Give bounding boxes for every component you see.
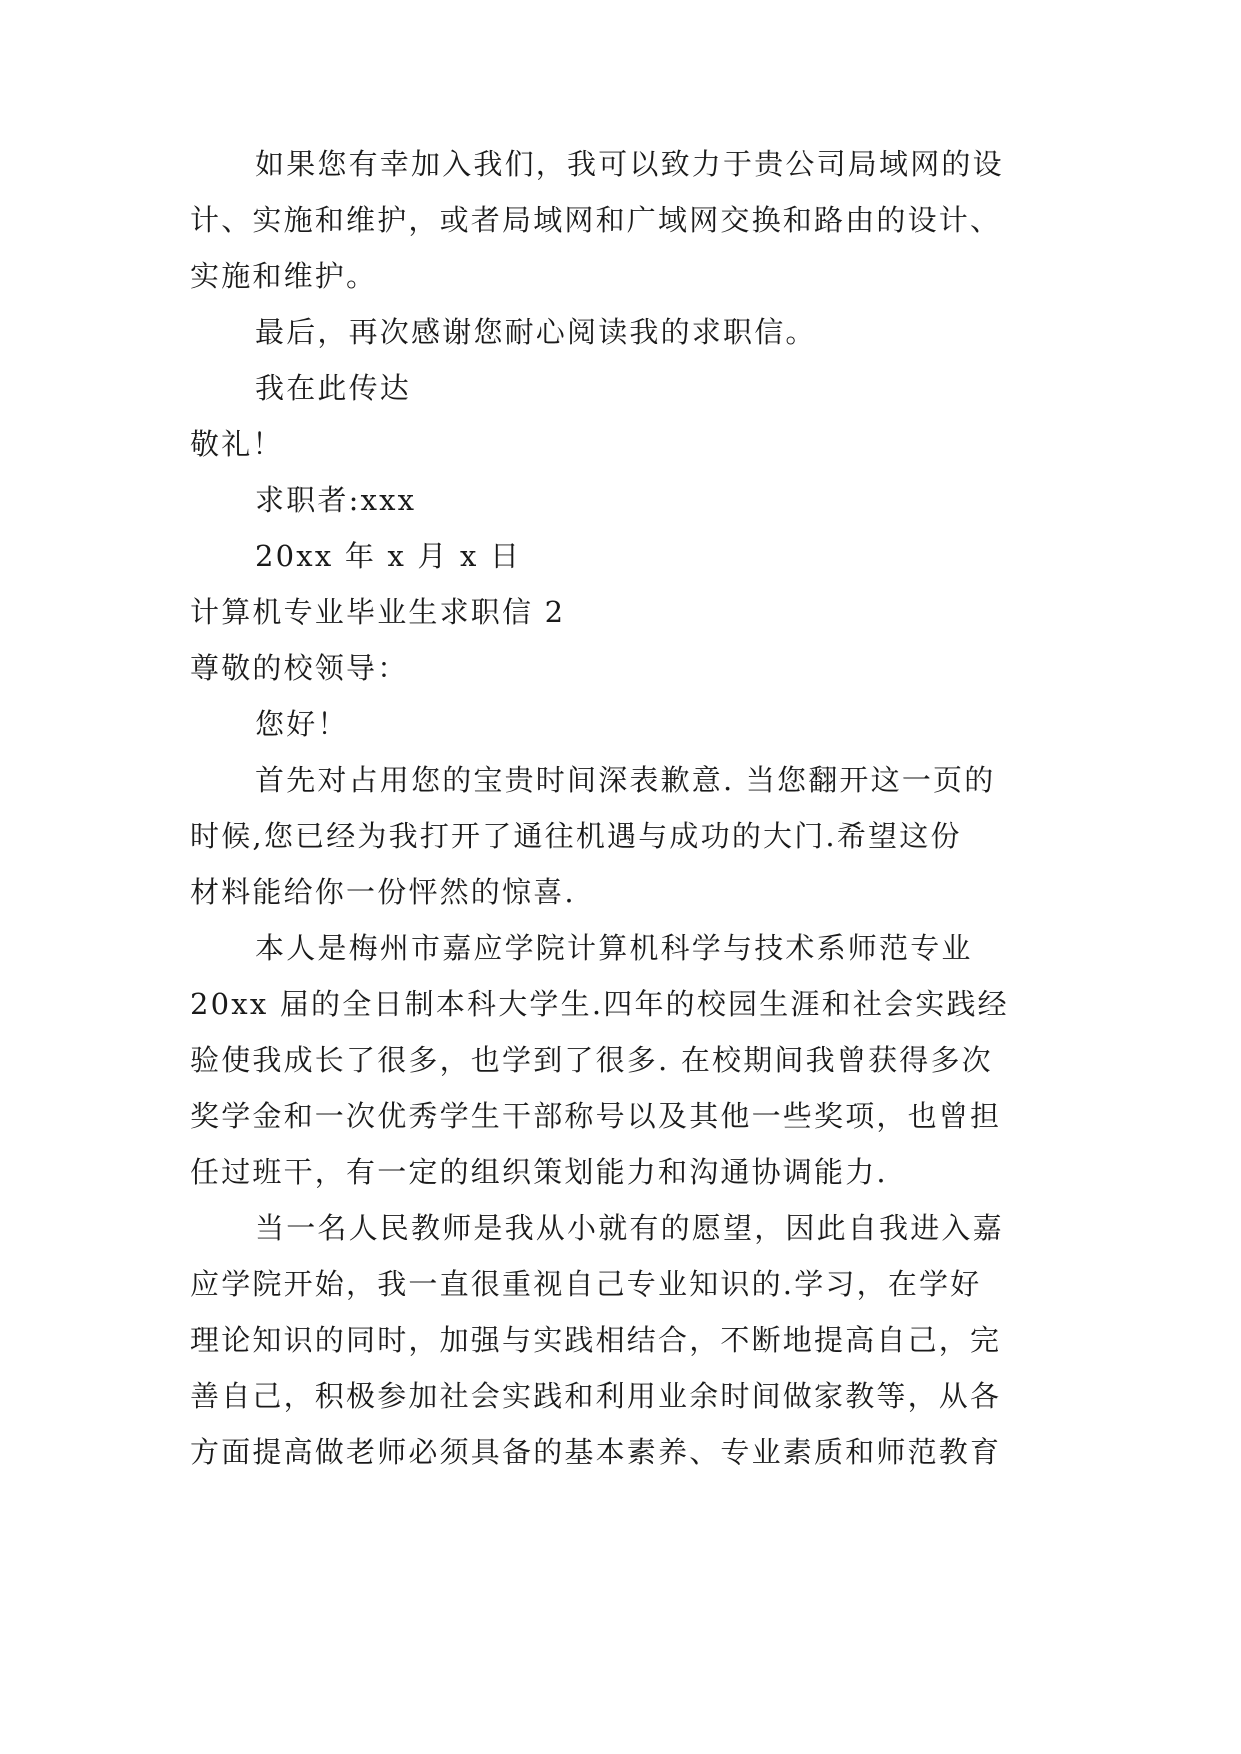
paragraph-goal-line-4: 善自己，积极参加社会实践和利用业余时间做家教等，从各	[190, 1379, 1002, 1413]
date: 20xx 年 x 月 x 日	[255, 539, 522, 573]
paragraph-goal-line-2: 应学院开始，我一直很重视自己专业知识的.学习，在学好	[190, 1267, 982, 1301]
signature: 求职者:xxx	[255, 483, 417, 517]
paragraph-join-line-2: 计、实施和维护，或者局域网和广域网交换和路由的设计、	[190, 203, 1002, 237]
paragraph-intro-line-2: 时候,您已经为我打开了通往机遇与成功的大门.希望这份	[190, 819, 962, 853]
paragraph-intro-line-1: 首先对占用您的宝贵时间深表歉意. 当您翻开这一页的	[255, 763, 996, 797]
paragraph-self-line-1: 本人是梅州市嘉应学院计算机科学与技术系师范专业	[255, 931, 973, 965]
regards-prefix: 我在此传达	[255, 371, 412, 405]
paragraph-goal-line-1: 当一名人民教师是我从小就有的愿望，因此自我进入嘉	[255, 1211, 1004, 1245]
paragraph-self-line-4: 奖学金和一次优秀学生干部称号以及其他一些奖项，也曾担	[190, 1099, 1002, 1133]
paragraph-goal-line-3: 理论知识的同时，加强与实践相结合，不断地提高自己，完	[190, 1323, 1002, 1357]
regards: 敬礼！	[190, 427, 284, 461]
paragraph-intro-line-3: 材料能给你一份怦然的惊喜.	[190, 875, 576, 909]
greeting: 您好！	[255, 707, 349, 741]
paragraph-join-line-3: 实施和维护。	[190, 259, 378, 293]
paragraph-self-line-5: 任过班干，有一定的组织策划能力和沟通协调能力.	[190, 1155, 888, 1189]
paragraph-self-line-3: 验使我成长了很多，也学到了很多. 在校期间我曾获得多次	[190, 1043, 993, 1077]
section-title: 计算机专业毕业生求职信 2	[190, 595, 566, 629]
paragraph-self-line-2: 20xx 届的全日制本科大学生.四年的校园生涯和社会实践经	[190, 987, 1009, 1021]
salutation: 尊敬的校领导：	[190, 651, 409, 685]
paragraph-goal-line-5: 方面提高做老师必须具备的基本素养、专业素质和师范教育	[190, 1435, 1002, 1469]
thanks-line: 最后，再次感谢您耐心阅读我的求职信。	[255, 315, 817, 349]
paragraph-join-line-1: 如果您有幸加入我们，我可以致力于贵公司局域网的设	[255, 147, 1004, 181]
